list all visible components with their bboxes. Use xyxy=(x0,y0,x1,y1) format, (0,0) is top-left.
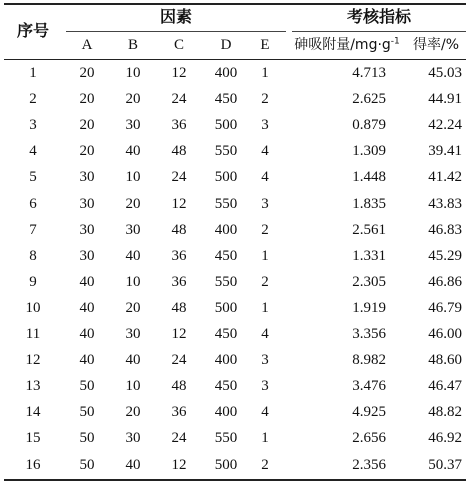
yield-cell: 46.47 xyxy=(428,378,462,395)
factor-d-cell: 400 xyxy=(214,65,238,81)
factor-d-cell: 550 xyxy=(214,273,238,290)
index-cell: 16 xyxy=(25,456,41,473)
factor-a-cell: 20 xyxy=(79,117,95,134)
factor-col-header: A xyxy=(81,37,93,53)
yield-cell: 42.24 xyxy=(428,117,462,134)
factor-c-cell: 36 xyxy=(171,273,187,290)
index-cell: 9 xyxy=(29,273,37,290)
factor-b-cell: 30 xyxy=(125,430,141,447)
factor-e-cell: 1 xyxy=(261,247,269,264)
index-cell: 2 xyxy=(29,91,37,108)
factor-a-cell: 40 xyxy=(79,352,95,369)
factor-c-cell: 12 xyxy=(171,195,187,212)
yield-cell: 50.37 xyxy=(428,456,462,473)
factor-e-cell: 3 xyxy=(261,352,269,369)
factor-e-cell: 1 xyxy=(261,430,269,447)
factor-c-cell: 36 xyxy=(171,247,187,264)
yield-cell: 46.83 xyxy=(428,221,462,238)
factor-b-cell: 40 xyxy=(125,247,141,264)
factor-d-cell: 400 xyxy=(214,352,238,369)
index-cell: 15 xyxy=(25,430,41,447)
indicators-header: 考核指标 xyxy=(346,7,411,26)
factor-c-cell: 48 xyxy=(171,221,187,238)
adsorption-cell: 2.625 xyxy=(352,91,386,108)
factor-c-cell: 24 xyxy=(171,430,187,447)
factor-d-cell: 500 xyxy=(214,117,238,134)
adsorption-cell: 1.331 xyxy=(352,247,386,264)
factor-d-cell: 450 xyxy=(214,378,238,395)
factor-a-cell: 50 xyxy=(79,404,95,421)
factor-e-cell: 4 xyxy=(261,143,269,160)
index-cell: 13 xyxy=(25,378,41,395)
indicator-underline xyxy=(292,31,466,32)
factor-b-cell: 20 xyxy=(125,91,141,108)
factor-e-cell: 3 xyxy=(261,378,269,395)
adsorption-cell: 2.561 xyxy=(352,221,386,238)
index-cell: 8 xyxy=(29,247,37,264)
factor-c-cell: 12 xyxy=(171,456,187,473)
adsorption-cell: 1.448 xyxy=(352,169,386,186)
factor-b-cell: 20 xyxy=(125,299,141,316)
yield-cell: 45.29 xyxy=(428,247,462,264)
factor-col-header: D xyxy=(220,37,232,53)
factor-a-cell: 40 xyxy=(79,273,95,290)
factor-b-cell: 40 xyxy=(125,456,141,473)
factor-a-cell: 30 xyxy=(79,195,95,212)
factor-d-cell: 450 xyxy=(214,326,238,342)
adsorption-cell: 3.476 xyxy=(352,378,386,395)
adsorption-label: 砷吸附量/mg·g xyxy=(294,37,391,53)
factors-header: 因素 xyxy=(159,7,192,26)
factor-a-cell: 20 xyxy=(79,65,95,81)
factor-c-cell: 24 xyxy=(171,91,187,108)
factor-a-cell: 30 xyxy=(79,221,95,238)
factor-e-cell: 2 xyxy=(261,273,269,290)
yield-cell: 39.41 xyxy=(428,143,462,160)
yield-cell: 48.60 xyxy=(428,352,462,369)
factor-underline xyxy=(66,31,286,32)
yield-cell: 46.00 xyxy=(428,326,462,342)
factor-d-cell: 500 xyxy=(214,299,238,316)
yield-cell: 46.92 xyxy=(428,430,462,447)
factor-c-cell: 24 xyxy=(171,169,187,186)
adsorption-cell: 4.925 xyxy=(352,404,386,421)
factor-a-cell: 40 xyxy=(79,299,95,316)
factor-e-cell: 1 xyxy=(261,299,269,316)
index-cell: 6 xyxy=(29,195,37,212)
index-header: 序号 xyxy=(16,21,49,40)
factor-b-cell: 40 xyxy=(125,143,141,160)
factor-d-cell: 550 xyxy=(214,195,238,212)
factor-a-cell: 50 xyxy=(79,430,95,447)
factor-d-cell: 450 xyxy=(214,247,238,264)
adsorption-cell: 3.356 xyxy=(352,326,386,342)
factor-c-cell: 48 xyxy=(171,378,187,395)
yield-cell: 46.86 xyxy=(428,273,462,290)
factor-a-cell: 30 xyxy=(79,169,95,186)
factor-d-cell: 550 xyxy=(214,143,238,160)
factor-e-cell: 3 xyxy=(261,195,269,212)
index-cell: 7 xyxy=(29,221,37,238)
factor-e-cell: 4 xyxy=(261,169,269,186)
factor-c-cell: 24 xyxy=(171,352,187,369)
adsorption-cell: 2.656 xyxy=(352,430,386,447)
factor-col-header: E xyxy=(260,37,270,53)
adsorption-cell: 0.879 xyxy=(352,117,386,134)
factor-a-cell: 40 xyxy=(79,326,95,342)
index-cell: 1 xyxy=(29,65,37,81)
factor-c-cell: 12 xyxy=(171,65,187,81)
bottom-rule xyxy=(4,479,466,481)
adsorption-unit-exponent: -1 xyxy=(390,36,400,47)
factor-e-cell: 4 xyxy=(261,326,269,342)
factor-d-cell: 450 xyxy=(214,91,238,108)
factor-b-cell: 10 xyxy=(125,273,141,290)
adsorption-cell: 8.982 xyxy=(352,352,386,369)
factor-d-cell: 550 xyxy=(214,430,238,447)
factor-e-cell: 2 xyxy=(261,456,269,473)
factor-a-cell: 30 xyxy=(79,247,95,264)
factor-b-cell: 40 xyxy=(125,352,141,369)
factor-d-cell: 400 xyxy=(214,221,238,238)
factor-a-cell: 20 xyxy=(79,143,95,160)
factor-e-cell: 2 xyxy=(261,221,269,238)
factor-d-cell: 500 xyxy=(214,169,238,186)
factor-c-cell: 48 xyxy=(171,299,187,316)
factor-e-cell: 1 xyxy=(261,65,269,81)
factor-e-cell: 4 xyxy=(261,404,269,421)
adsorption-cell: 1.309 xyxy=(352,143,386,160)
yield-cell: 46.79 xyxy=(428,299,462,316)
index-cell: 4 xyxy=(29,143,37,160)
factor-b-cell: 30 xyxy=(125,117,141,134)
index-cell: 12 xyxy=(25,352,41,369)
adsorption-header xyxy=(288,35,406,55)
factor-col-header: C xyxy=(173,37,184,53)
adsorption-cell: 1.919 xyxy=(352,299,386,316)
adsorption-cell: 2.305 xyxy=(352,273,386,290)
yield-cell: 41.42 xyxy=(428,169,462,186)
factor-a-cell: 50 xyxy=(79,378,95,395)
header-rule xyxy=(4,59,466,60)
yield-cell: 44.91 xyxy=(428,91,462,108)
factor-e-cell: 2 xyxy=(261,91,269,108)
factor-d-cell: 400 xyxy=(214,404,238,421)
yield-cell: 48.82 xyxy=(428,404,462,421)
factor-col-header: B xyxy=(127,37,138,53)
factor-a-cell: 50 xyxy=(79,456,95,473)
factor-d-cell: 500 xyxy=(214,456,238,473)
index-cell: 11 xyxy=(25,326,41,342)
factor-c-cell: 36 xyxy=(171,117,187,134)
factor-b-cell: 10 xyxy=(125,169,141,186)
factor-b-cell: 30 xyxy=(125,326,141,342)
factor-a-cell: 20 xyxy=(79,91,95,108)
index-cell: 3 xyxy=(29,117,37,134)
factor-c-cell: 36 xyxy=(171,404,187,421)
factor-c-cell: 48 xyxy=(171,143,187,160)
factor-b-cell: 20 xyxy=(125,404,141,421)
factor-e-cell: 3 xyxy=(261,117,269,134)
top-rule xyxy=(4,3,466,5)
yield-cell: 45.03 xyxy=(428,65,462,81)
adsorption-cell: 4.713 xyxy=(352,65,386,81)
factor-b-cell: 10 xyxy=(125,65,141,81)
factor-c-cell: 12 xyxy=(171,326,187,342)
index-cell: 5 xyxy=(29,169,37,186)
adsorption-cell: 1.835 xyxy=(352,195,386,212)
index-cell: 10 xyxy=(25,299,41,316)
yield-cell: 43.83 xyxy=(428,195,462,212)
yield-header: 得率/% xyxy=(412,37,460,53)
factor-b-cell: 10 xyxy=(125,378,141,395)
adsorption-cell: 2.356 xyxy=(352,456,386,473)
index-cell: 14 xyxy=(25,404,41,421)
factor-b-cell: 30 xyxy=(125,221,141,238)
factor-b-cell: 20 xyxy=(125,195,141,212)
